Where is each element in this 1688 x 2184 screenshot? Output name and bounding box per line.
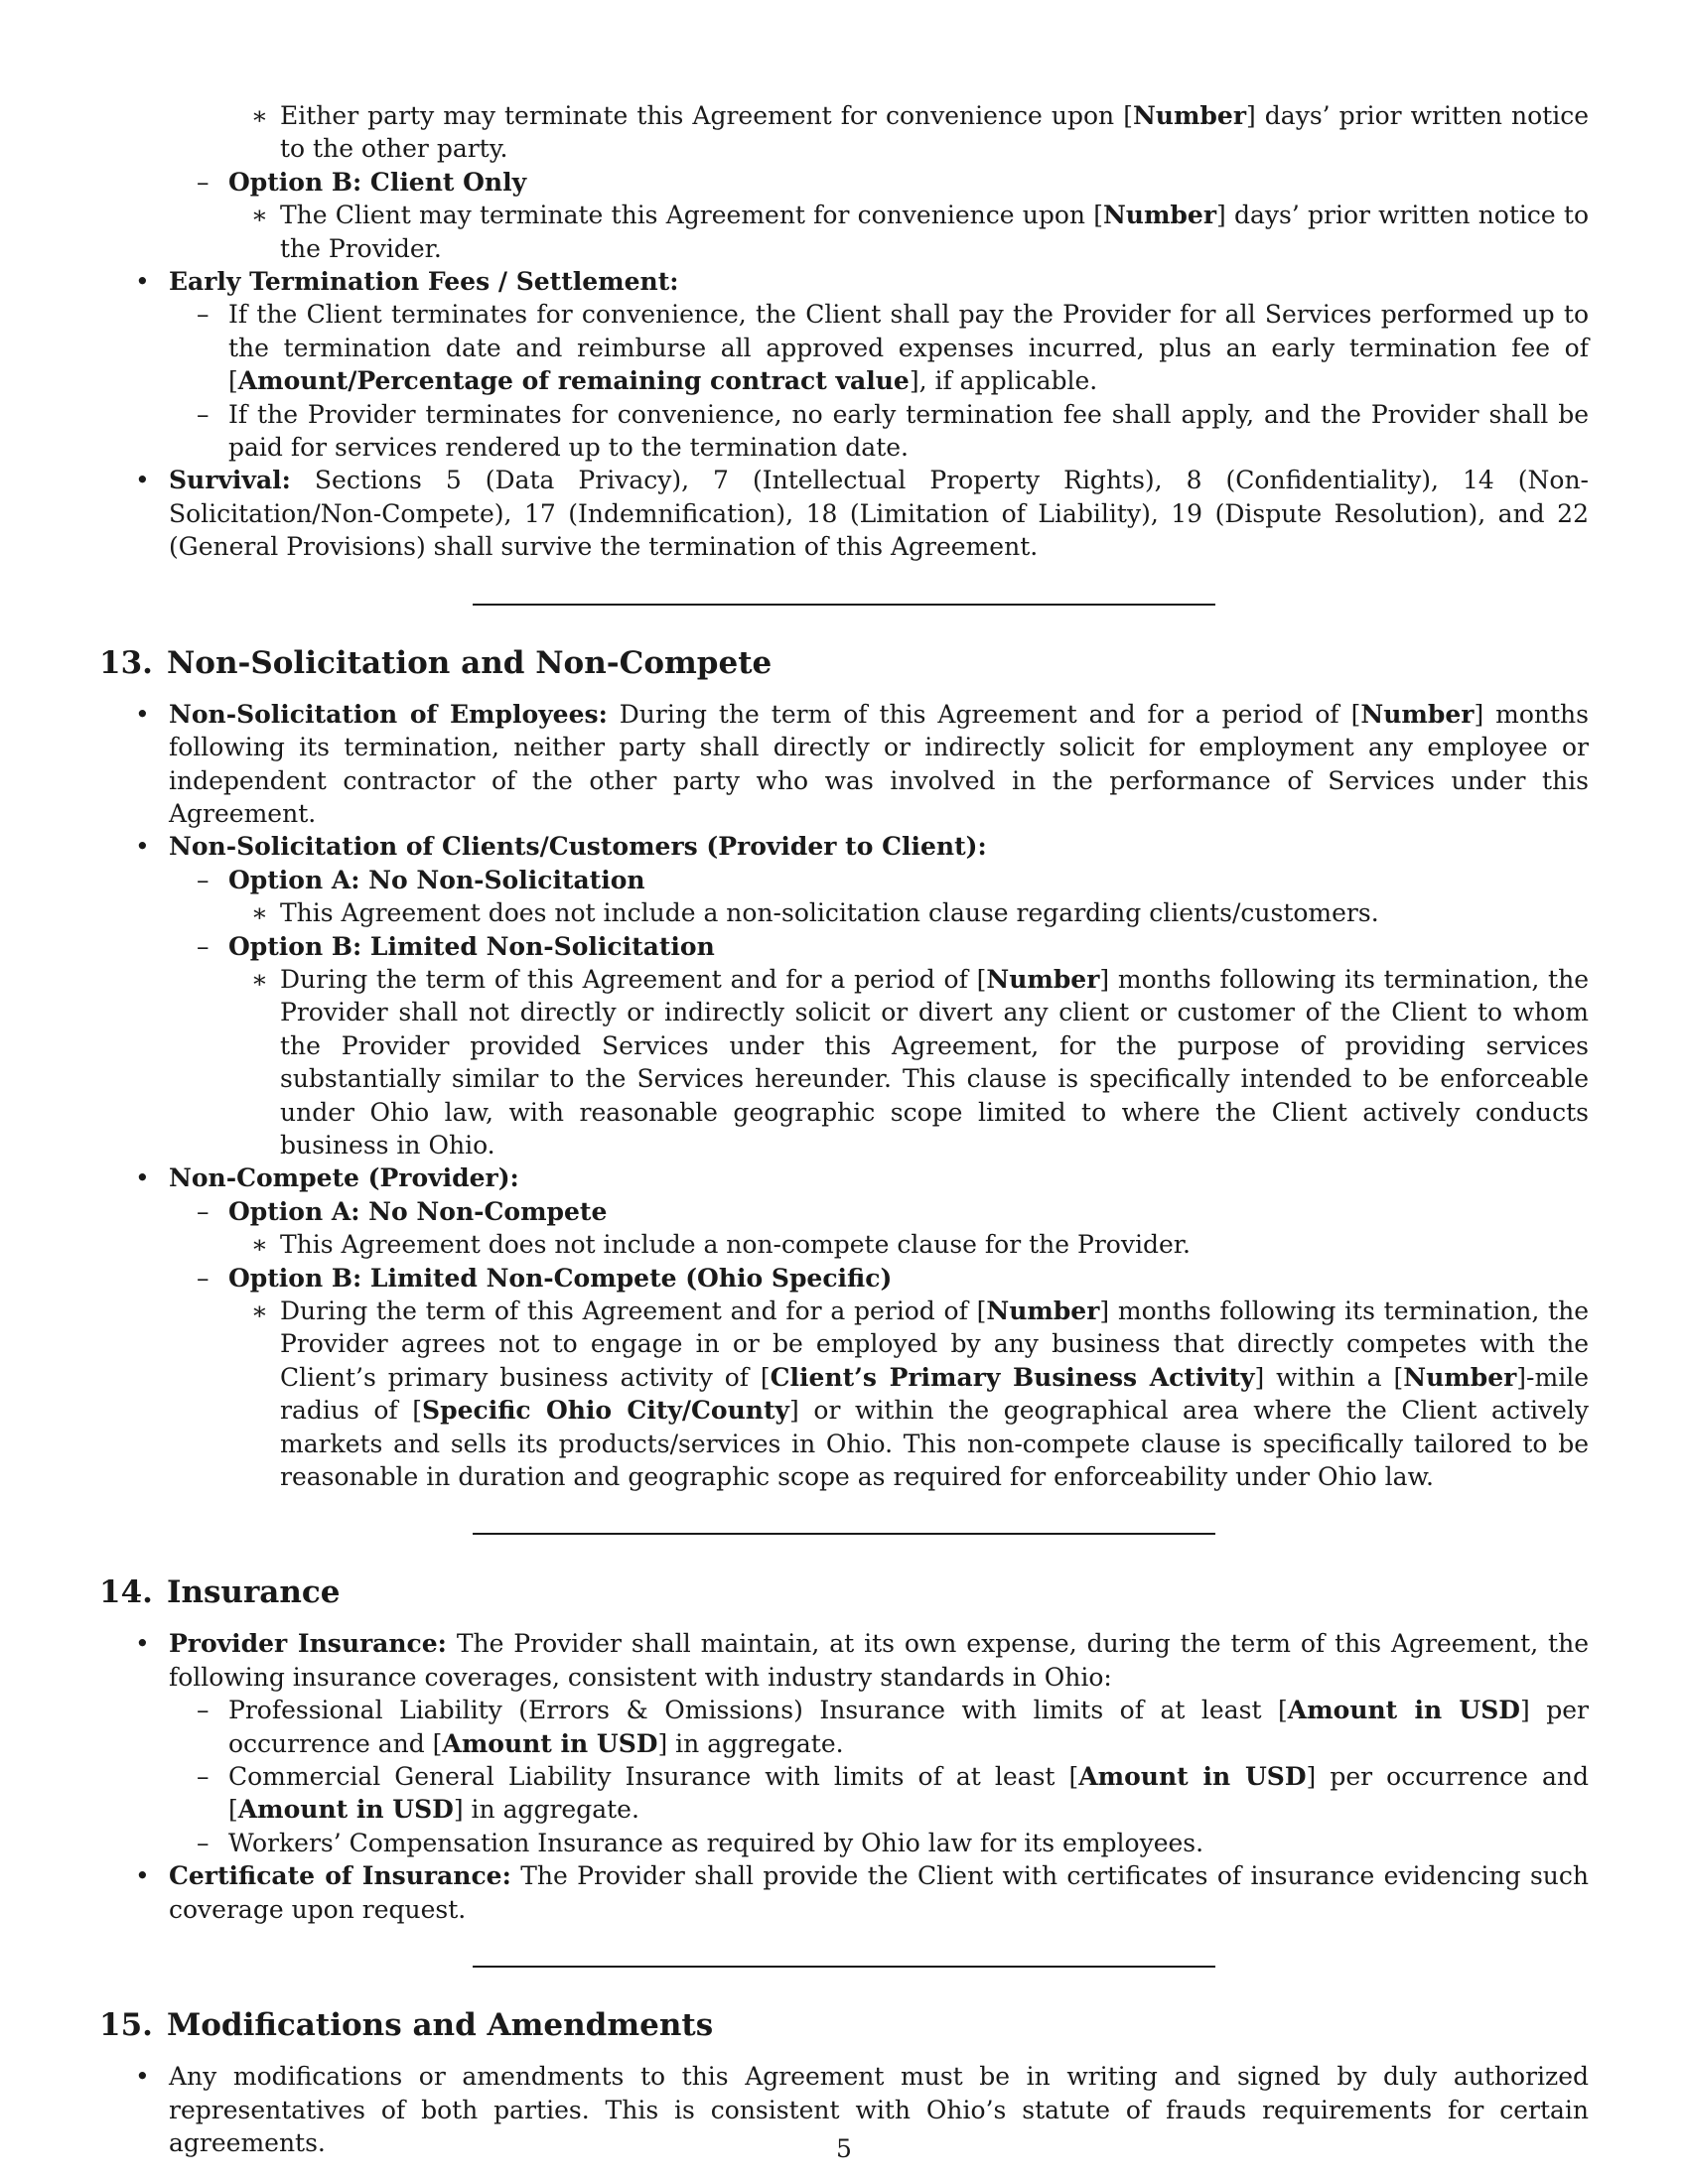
provider-insurance-text: The Provider shall maintain, at its own expense, during the term of this Agreement, the following insurance coverages, consistent with industry standards in Ohio:: [169, 1629, 1589, 1692]
section-heading-15: [99, 2006, 1589, 2044]
asterisk-bullet: ∗: [251, 964, 268, 994]
bullet-dot: •: [135, 1861, 150, 1891]
dash-bullet: –: [197, 1762, 210, 1792]
list-item: [99, 1694, 1589, 1760]
certificate-of-insurance-text: The Provider shall provide the Client with certificates of insurance evidencing such coverage upon request.: [169, 1861, 1590, 1924]
dash-bullet: –: [197, 931, 210, 961]
non-solicitation-employees-label: Non-Solicitation of Employees:: [169, 699, 608, 729]
list-item: [99, 1827, 1589, 1859]
list-item: [99, 464, 1589, 563]
bullet-dot: •: [135, 2062, 150, 2092]
list-item: [99, 864, 1589, 896]
placeholder-field: Number: [1132, 101, 1246, 130]
asterisk-bullet: ∗: [251, 201, 268, 230]
non-compete-label: Non-Compete (Provider):: [169, 1163, 519, 1193]
placeholder-field: Amount/Percentage of remaining contract value: [237, 366, 910, 396]
convenience-both-text: Either party may terminate this Agreement for convenience upon [Number] days’ prior written notice to the other party.: [280, 101, 1590, 164]
page-number: 5: [836, 2134, 852, 2163]
list-item: [99, 298, 1589, 397]
list-item: [99, 1228, 1589, 1261]
list-item: [99, 99, 1589, 166]
section-divider: [473, 1533, 1215, 1535]
certificate-of-insurance-label: Certificate of Insurance:: [169, 1861, 511, 1891]
bullet-dot: •: [135, 832, 150, 862]
list-item: [99, 896, 1589, 929]
list-item: [99, 166, 1589, 199]
placeholder-field: Number: [1360, 699, 1475, 729]
list-item: [99, 930, 1589, 963]
list-item: [99, 398, 1589, 465]
provider-insurance-label: Provider Insurance:: [169, 1629, 447, 1659]
professional-liability-text: Professional Liability (Errors & Omissions) Insurance with limits of at least [Amount in USD] per occurrence and [Amount in USD] in aggregate.: [228, 1696, 1589, 1758]
section-number: 15.: [99, 2007, 153, 2044]
section-divider: [473, 604, 1215, 606]
dash-bullet: –: [197, 1828, 210, 1857]
dash-bullet: –: [197, 1696, 210, 1725]
bullet-dot: •: [135, 466, 150, 495]
section-title: Non-Solicitation and Non-Compete: [166, 644, 773, 681]
bullet-dot: •: [135, 267, 150, 297]
early-termination-provider-text: If the Provider terminates for convenience, no early termination fee shall apply, and the Provider shall be paid for services rendered up to the termination date.: [228, 399, 1589, 463]
convenience-client-text: The Client may terminate this Agreement for convenience upon [Number] days’ prior written notice to the Provider.: [280, 201, 1589, 263]
asterisk-bullet: ∗: [251, 1297, 268, 1325]
survival-label: Survival:: [169, 466, 291, 495]
placeholder-field: Number: [1102, 201, 1216, 230]
early-termination-fees-label: Early Termination Fees / Settlement:: [169, 267, 679, 297]
dash-bullet: –: [197, 300, 210, 330]
section-number: 14.: [99, 1574, 153, 1611]
non-solicitation-clients-label: Non-Solicitation of Clients/Customers (Provider to Client):: [169, 832, 987, 862]
list-item: [99, 963, 1589, 1161]
section-heading-13: [99, 644, 1589, 682]
bullet-dot: •: [135, 1163, 150, 1193]
dash-bullet: –: [197, 1263, 210, 1293]
early-termination-client-text: If the Client terminates for convenience, the Client shall pay the Provider for all Services performed up to the termination date and reimburse all approved expenses incurred, plus an early termination fee of [Amount/Percentage of remaining contract value], if applicable.: [228, 300, 1589, 396]
asterisk-bullet: ∗: [251, 101, 268, 130]
non-solicitation-employees-text: During the term of this Agreement and for a period of [Number] months following its termination, neither party shall directly or indirectly solicit for employment any employee or independent contractor of the other party who was involved in the performance of Services under this Agreement.: [169, 699, 1589, 828]
placeholder-field: Amount in USD: [442, 1728, 658, 1758]
nc-option-a-label: Option A: No Non-Compete: [228, 1196, 608, 1226]
dash-bullet: –: [197, 1196, 210, 1226]
section-number: 13.: [99, 644, 153, 681]
list-item: [99, 1195, 1589, 1228]
asterisk-bullet: ∗: [251, 1230, 268, 1260]
list-item: [99, 199, 1589, 265]
nc-option-a-text: This Agreement does not include a non-compete clause for the Provider.: [280, 1230, 1191, 1260]
nc-option-b-text: During the term of this Agreement and for a period of [Number] months following its termination, the Provider agrees not to engage in or be employed by any business that directly competes with the Client’s primary business activity of [Client’s Primary Business Activity] within a [Number]-mile radius of [Specific Ohio City/County] or within the geographical area where the Client actively markets and sells its products/services in Ohio. This non-compete clause is specifically tailored to be reasonable in duration and geographic scope as required for enforceability under Ohio law.: [280, 1297, 1589, 1492]
workers-compensation-text: Workers’ Compensation Insurance as required by Ohio law for its employees.: [228, 1828, 1204, 1857]
placeholder-field: Specific Ohio City/County: [422, 1396, 790, 1426]
placeholder-field: Amount in USD: [1287, 1696, 1520, 1725]
placeholder-field: Number: [986, 1297, 1100, 1325]
asterisk-bullet: ∗: [251, 898, 268, 928]
bullet-dot: •: [135, 1629, 150, 1659]
placeholder-field: Amount in USD: [1078, 1762, 1307, 1792]
dash-bullet: –: [197, 167, 210, 197]
option-b-client-only-label: Option B: Client Only: [228, 167, 527, 197]
dash-bullet: –: [197, 399, 210, 429]
document-page: [99, 99, 1589, 2159]
list-item: [99, 1859, 1589, 1926]
placeholder-field: Number: [986, 964, 1100, 994]
list-item: [99, 1760, 1589, 1827]
section-divider: [473, 1966, 1215, 1968]
section-title: Modifications and Amendments: [166, 2007, 714, 2044]
list-item: [99, 1627, 1589, 1694]
dash-bullet: –: [197, 865, 210, 894]
nonsol-option-b-text: During the term of this Agreement and for a period of [Number] months following its termination, the Provider shall not directly or indirectly solicit or divert any client or customer of the Client to whom the Provider provided Services under this Agreement, for the purpose of providing services substantially similar to the Services hereunder. This clause is specifically intended to be enforceable under Ohio law, with reasonable geographic scope limited to where the Client actively conducts business in Ohio.: [280, 964, 1589, 1160]
section-heading-14: [99, 1573, 1589, 1611]
placeholder-field: Amount in USD: [237, 1795, 454, 1825]
bullet-dot: •: [135, 699, 150, 729]
nc-option-b-label: Option B: Limited Non-Compete (Ohio Specific): [228, 1263, 893, 1293]
list-item: [99, 1295, 1589, 1493]
list-item: [99, 265, 1589, 298]
list-item: [99, 1262, 1589, 1295]
list-item: [99, 1161, 1589, 1194]
section-title: Insurance: [166, 1574, 341, 1611]
placeholder-field: Client’s Primary Business Activity: [770, 1362, 1255, 1392]
nonsol-option-a-text: This Agreement does not include a non-solicitation clause regarding clients/customers.: [280, 898, 1379, 928]
modifications-text: Any modifications or amendments to this Agreement must be in writing and signed by duly authorized representatives of both parties. This is consistent with Ohio’s statute of frauds requirements for certain agreements.: [169, 2062, 1589, 2157]
nonsol-option-a-label: Option A: No Non-Solicitation: [228, 865, 645, 894]
nonsol-option-b-label: Option B: Limited Non-Solicitation: [228, 931, 715, 961]
list-item: [99, 830, 1589, 863]
survival-text: Sections 5 (Data Privacy), 7 (Intellectual Property Rights), 8 (Confidentiality), 14 (Non-Solicitation/Non-Compete), 17 (Indemnification), 18 (Limitation of Liability), 19 (Dispute Resolution), and 22 (General Provisions) shall survive the termination of this Agreement.: [169, 466, 1589, 562]
general-liability-text: Commercial General Liability Insurance with limits of at least [Amount in USD] per occurrence and [Amount in USD] in aggregate.: [228, 1762, 1589, 1825]
list-item: [99, 698, 1589, 831]
placeholder-field: Number: [1403, 1362, 1517, 1392]
